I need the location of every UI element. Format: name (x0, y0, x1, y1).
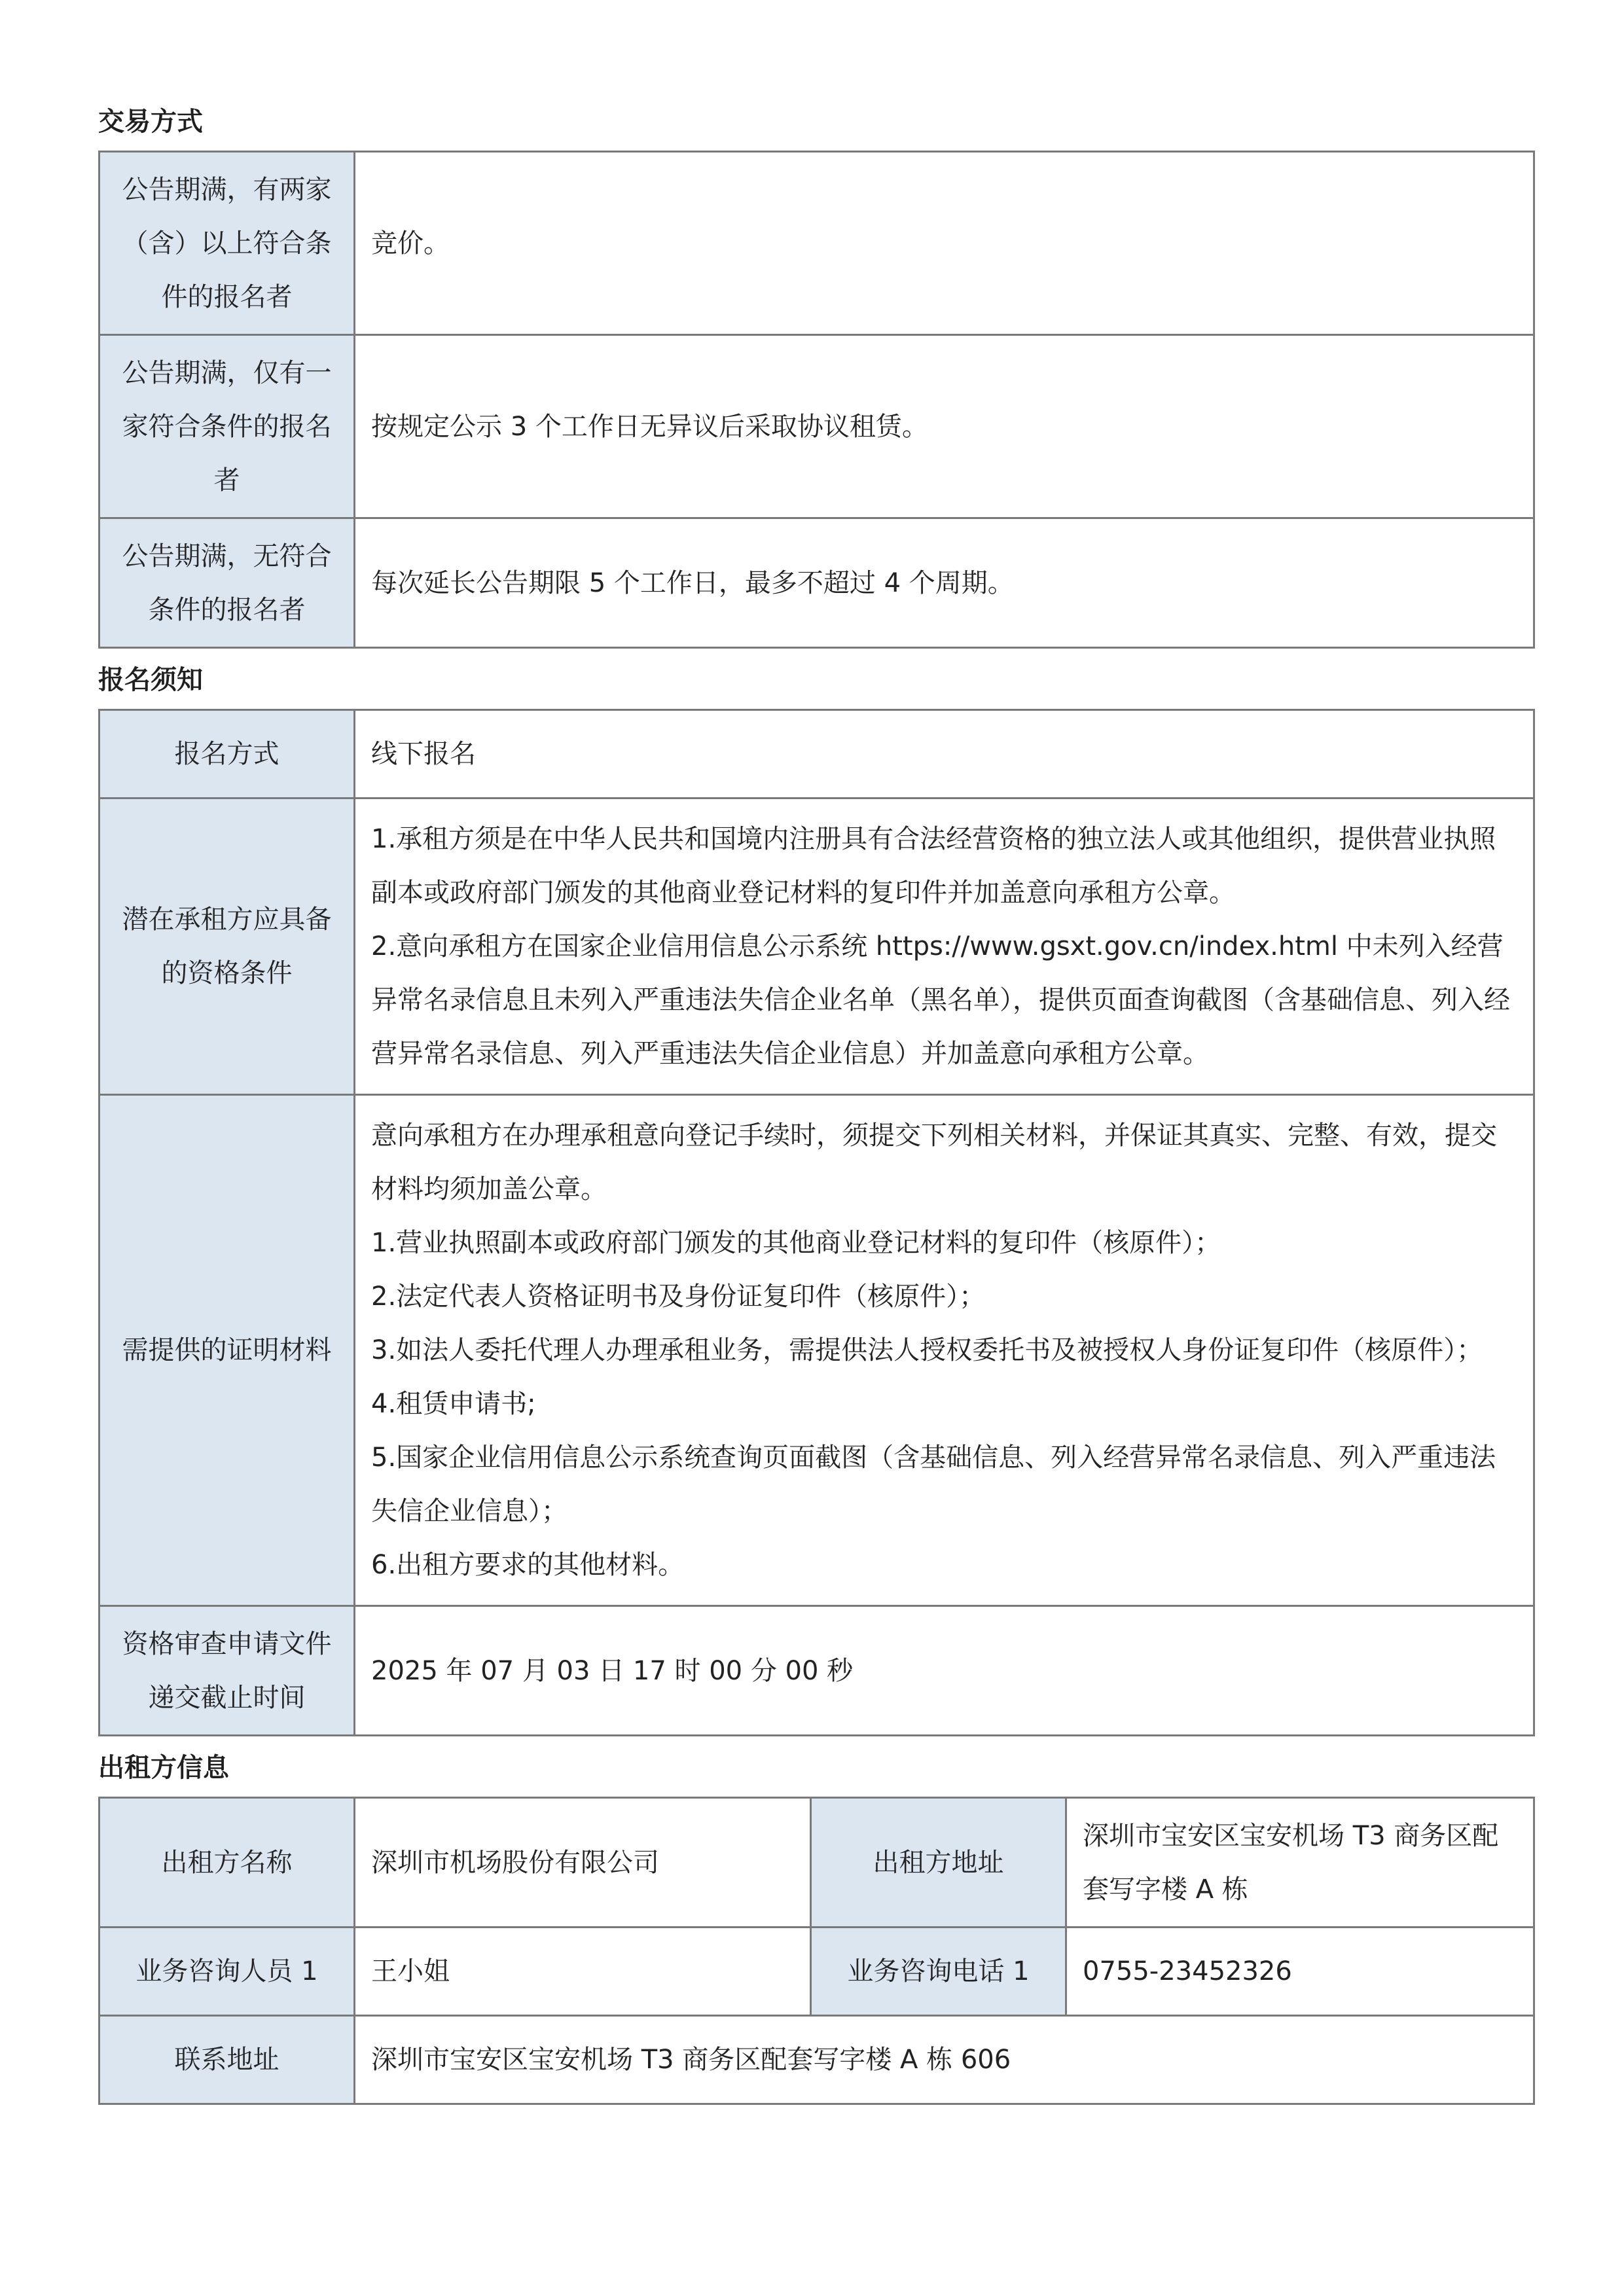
trade-value-3: 每次延长公告期限 5 个工作日，最多不超过 4 个周期。 (355, 518, 1534, 648)
section-title-signup: 报名须知 (98, 665, 203, 695)
section-title-lessor: 出租方信息 (98, 1753, 229, 1783)
table-row (99, 798, 1534, 1095)
table-row (99, 152, 1534, 335)
trade-table (98, 151, 1535, 649)
qualification-paragraph-1: 1.承租方须是在中华人民共和国境内注册具有合法经营资格的独立法人或其他组织，提供营业执照副本或政府部门颁发的其他商业登记材料的复印件并加盖意向承租方公章。 (371, 824, 1496, 908)
contact-person-label: 业务咨询人员 1 (99, 1928, 355, 2016)
materials-item-1: 1.营业执照副本或政府部门颁发的其他商业登记材料的复印件（核原件）； (371, 1228, 1221, 1258)
materials-item-5: 5.国家企业信用信息公示系统查询页面截图（含基础信息、列入经营异常名录信息、列入严重违法失信企业信息）； (371, 1443, 1496, 1526)
document-page (98, 105, 1533, 2119)
qualification-paragraph-2: 2.意向承租方在国家企业信用信息公示系统 https://www.gsxt.gov.cn/index.html 中未列入经营异常名录信息且未列入严重违法失信企业名单（黑名单），提供页面查询截图（含基础信息、列入经营异常名录信息、列入严重违法失信企业信息）并加盖意向承租方公章。 (371, 931, 1510, 1069)
contact-address-value: 深圳市宝安区宝安机场 T3 商务区配套写字楼 A 栋 606 (355, 2016, 1534, 2104)
signup-table (98, 709, 1535, 1736)
table-row (99, 1798, 1534, 1928)
table-row (99, 1606, 1534, 1736)
table-row (99, 518, 1534, 648)
trade-label-1: 公告期满，有两家（含）以上符合条件的报名者 (99, 152, 355, 335)
materials-item-3: 3.如法人委托代理人办理承租业务，需提供法人授权委托书及被授权人身份证复印件（核原件）； (371, 1335, 1483, 1365)
materials-item-2: 2.法定代表人资格证明书及身份证复印件（核原件）； (371, 1282, 986, 1312)
trade-value-1: 竞价。 (355, 152, 1534, 335)
table-row (99, 1928, 1534, 2016)
table-row (99, 2016, 1534, 2104)
lessor-name-label: 出租方名称 (99, 1798, 355, 1928)
materials-intro: 意向承租方在办理承租意向登记手续时，须提交下列相关材料，并保证其真实、完整、有效，提交材料均须加盖公章。 (371, 1121, 1497, 1204)
trade-value-2: 按规定公示 3 个工作日无异议后采取协议租赁。 (355, 335, 1534, 518)
lessor-address-label: 出租方地址 (811, 1798, 1066, 1928)
deadline-label: 资格审查申请文件递交截止时间 (99, 1606, 355, 1736)
table-row (99, 710, 1534, 798)
deadline-value: 2025 年 07 月 03 日 17 时 00 分 00 秒 (355, 1606, 1534, 1736)
signup-method-label: 报名方式 (99, 710, 355, 798)
section-title-trade: 交易方式 (98, 107, 203, 137)
contact-phone-label: 业务咨询电话 1 (811, 1928, 1066, 2016)
table-row (99, 335, 1534, 518)
lessor-name-value: 深圳市机场股份有限公司 (355, 1798, 811, 1928)
contact-phone-value: 0755-23452326 (1066, 1928, 1534, 2016)
materials-item-4: 4.租赁申请书; (371, 1389, 536, 1419)
trade-label-3: 公告期满，无符合条件的报名者 (99, 518, 355, 648)
table-row (99, 1095, 1534, 1606)
lessor-table (98, 1797, 1535, 2105)
materials-item-6: 6.出租方要求的其他材料。 (371, 1550, 685, 1580)
qualification-value (355, 798, 1534, 1095)
trade-label-2: 公告期满，仅有一家符合条件的报名者 (99, 335, 355, 518)
contact-address-label: 联系地址 (99, 2016, 355, 2104)
signup-method-value: 线下报名 (355, 710, 1534, 798)
materials-label: 需提供的证明材料 (99, 1095, 355, 1606)
lessor-address-value: 深圳市宝安区宝安机场 T3 商务区配套写字楼 A 栋 (1066, 1798, 1534, 1928)
qualification-label: 潜在承租方应具备的资格条件 (99, 798, 355, 1095)
materials-value (355, 1095, 1534, 1606)
contact-person-value: 王小姐 (355, 1928, 811, 2016)
